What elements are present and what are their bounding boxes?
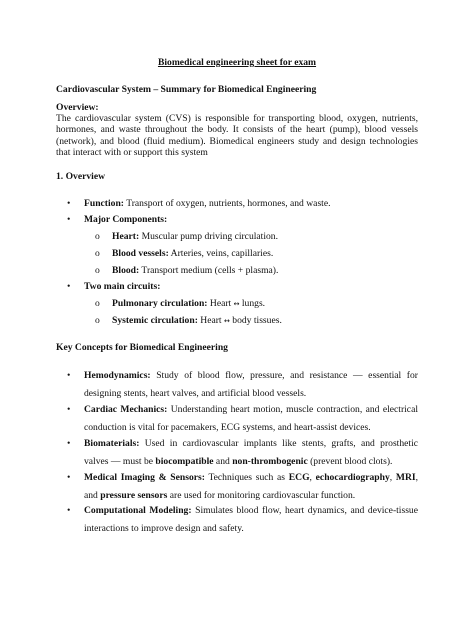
item-text: Understanding heart motion, muscle contraction, and electrical conduction is vital for pacemakers, ECG systems, and heart-assist devices. [84,404,418,433]
item-text: lungs. [239,298,266,309]
item-text: Used in cardiovascular implants like stents, grafts, and prosthetic valves — must be [84,438,418,467]
bidirectional-arrow-icon: ↔ [224,317,230,325]
emphasis-text: echocardiography [315,472,390,483]
list-item-medical-imaging [67,469,419,504]
bullet-icon: • [67,404,71,415]
overview-heading: Overview: [56,102,99,113]
item-label: Computational Modeling: [84,505,192,516]
item-text: Simulates blood flow, heart dynamics, and device-tissue interactions to improve design and safety. [84,505,418,534]
bullet-icon: • [67,281,71,292]
item-text: and [213,455,233,467]
bullet-icon: • [67,198,71,209]
document-subtitle: Cardiovascular System – Summary for Biomedical Engineering [56,84,317,95]
overview-paragraph: The cardiovascular system (CVS) is responsible for transporting blood, oxygen, nutrients, hormones, and waste throughout the body. It consists of the heart (pump), blood vessels (network), and blood (fluid medium). Biomedical engineers study and design technologies that interact with or support this system [56,113,418,159]
bullet-icon: • [67,472,71,483]
emphasis-text: biocompatible [155,455,214,467]
sub-item-pulmonary [95,298,266,310]
page-title: Biomedical engineering sheet for exam [157,57,317,68]
item-label: Two main circuits: [84,281,161,292]
list-item-cardiac-mechanics [67,401,418,436]
sub-item-blood-vessels [95,248,274,259]
item-text: body tissues. [229,315,282,326]
list-item-hemodynamics [67,367,418,402]
list-item-function [67,198,418,209]
item-label: Cardiac Mechanics: [84,404,168,415]
item-label: Biomaterials: [84,438,140,449]
list-item-two-circuits [67,281,418,292]
item-label: Function: [84,198,124,209]
bidirectional-arrow-icon: ↔ [233,300,240,308]
emphasis-text: MRI [395,472,416,483]
item-text: Techniques such as [204,472,289,483]
list-item-computational-modeling [67,502,418,537]
item-label: Heart: [112,231,140,242]
circle-bullet-icon: o [95,231,100,242]
bullet-icon: • [67,438,71,449]
list-item-major-components [67,214,418,225]
circle-bullet-icon: o [95,265,100,276]
item-text: are used for monitoring cardiovascular function. [167,489,356,501]
sub-item-systemic [95,315,282,327]
circle-bullet-icon: o [95,298,100,309]
item-label: Medical Imaging & Sensors: [84,472,205,483]
section-heading-key-concepts: Key Concepts for Biomedical Engineering [56,342,228,353]
bullet-icon: • [67,214,71,225]
emphasis-text: pressure sensors [100,489,168,501]
emphasis-text: non-thrombogenic [232,455,308,467]
item-text: Heart [207,298,234,309]
item-text: Transport medium (cells + plasma). [139,265,279,276]
item-text: , [389,472,396,483]
item-text: , [309,472,316,483]
item-text: Heart [197,315,224,326]
item-label: Systemic circulation: [112,315,198,326]
emphasis-text: ECG [288,472,310,483]
item-text: Transport of oxygen, nutrients, hormones, and waste. [123,198,331,209]
item-label: Pulmonary circulation: [112,298,208,309]
item-text: Study of blood flow, pressure, and resistance — essential for designing stents, heart valves, and artificial blood vessels. [84,370,418,399]
item-text: Muscular pump driving circulation. [139,231,278,242]
item-text: Arteries, veins, capillaries. [168,248,274,259]
item-label: Major Components: [84,214,168,225]
item-label: Hemodynamics: [84,370,151,381]
section-heading-overview: 1. Overview [56,171,106,182]
circle-bullet-icon: o [95,315,100,326]
bullet-icon: • [67,505,71,516]
item-text: , and [84,472,419,501]
item-text: (prevent blood clots). [307,455,393,467]
bullet-icon: • [67,370,71,381]
item-label: Blood: [112,265,140,276]
item-label: Blood vessels: [112,248,169,259]
circle-bullet-icon: o [95,248,100,259]
sub-item-heart [95,231,278,242]
sub-item-blood [95,265,279,276]
list-item-biomaterials [67,435,418,470]
